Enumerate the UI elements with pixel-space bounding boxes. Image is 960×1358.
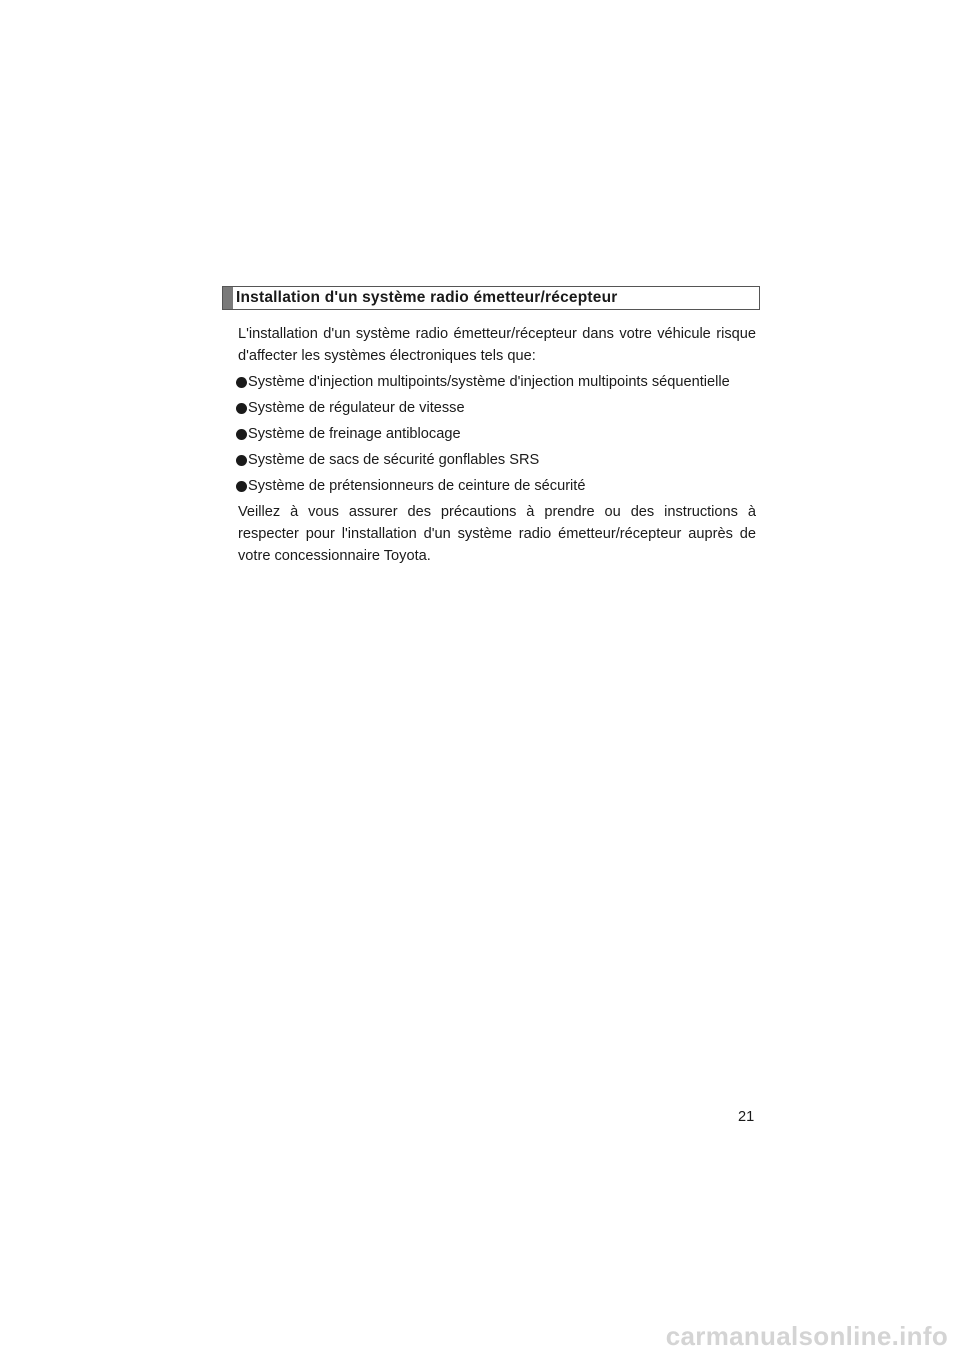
list-item xyxy=(238,397,756,423)
list-item xyxy=(238,371,756,397)
section-header-bar xyxy=(223,287,233,309)
content-body xyxy=(238,323,756,567)
page-number: 21 xyxy=(738,1109,755,1125)
list-item xyxy=(238,423,756,449)
list-item-label: Système de régulateur de vitesse xyxy=(248,400,465,416)
intro-paragraph: L'installation d'un système radio émetteur/récepteur dans votre véhicule risque d'affecter les systèmes électroniques tels que: xyxy=(238,326,756,364)
list-item-label: Système de prétensionneurs de ceinture de sécurité xyxy=(248,478,586,494)
bullet-list xyxy=(238,371,756,501)
section-header xyxy=(222,286,760,310)
closing-paragraph: Veillez à vous assurer des précautions à prendre ou des instructions à respecter pour l'installation d'un système radio émetteur/récepteur auprès de votre concessionnaire Toyota. xyxy=(238,504,756,564)
bullet-icon xyxy=(236,455,247,466)
list-item xyxy=(238,449,756,475)
bullet-icon xyxy=(236,377,247,388)
list-item-label: Système de freinage antiblocage xyxy=(248,426,461,442)
bullet-icon xyxy=(236,481,247,492)
list-item xyxy=(238,475,756,501)
bullet-icon xyxy=(236,429,247,440)
watermark: carmanualsonline.info xyxy=(665,1321,948,1351)
list-item-label: Système de sacs de sécurité gonflables SRS xyxy=(248,452,540,468)
list-item-label: Système d'injection multipoints/système d'injection multipoints séquentielle xyxy=(248,374,730,390)
section-title: Installation d'un système radio émetteur/récepteur xyxy=(236,289,618,306)
bullet-icon xyxy=(236,403,247,414)
